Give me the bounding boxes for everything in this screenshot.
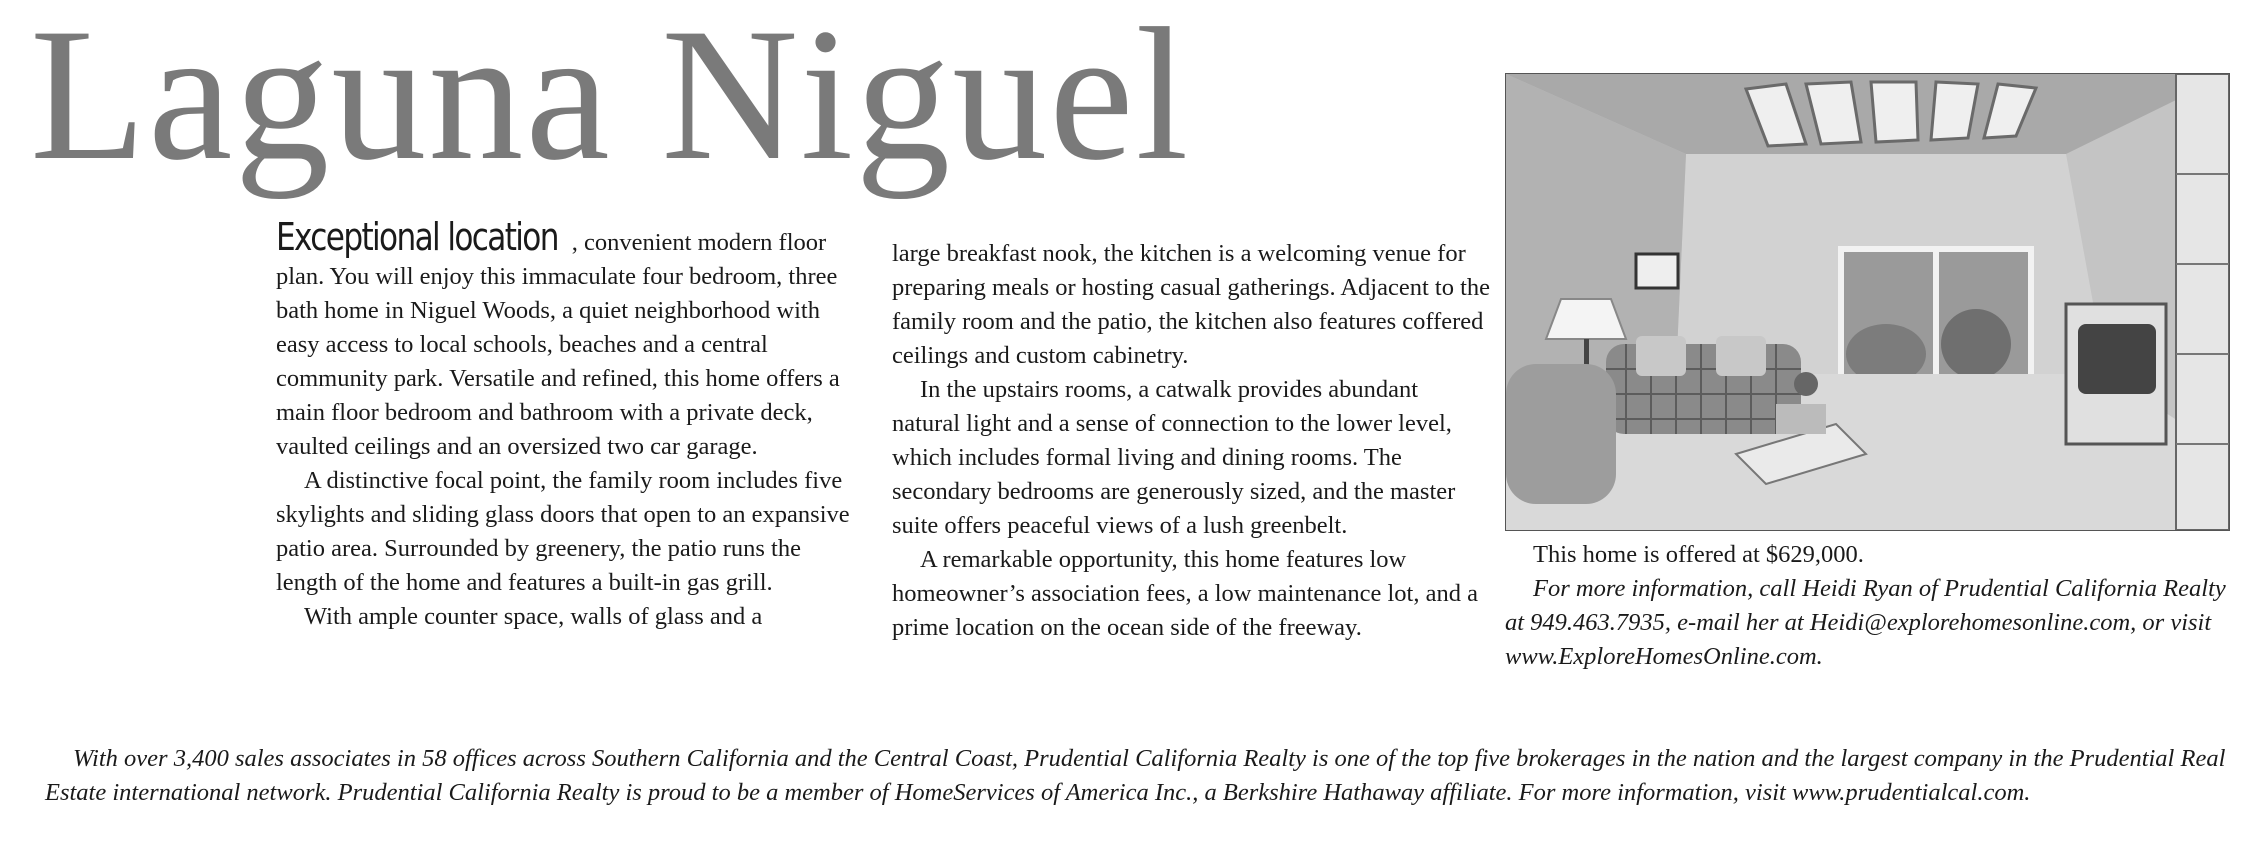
contact-sidebar: [1505, 538, 2235, 674]
paragraph-1-text: , convenient modern floor plan. You will enjoy this immaculate four bedroom, three bath home in Niguel Woods, a quiet neighborhood with easy access to local schools, beaches and a central community park. Versatile and refined, this home offers a main floor bedroom and bathroom with a private deck, vaulted ceilings and an oversized two car garage.: [276, 229, 840, 460]
price-text: This home is offered at $629,000.: [1533, 541, 1864, 568]
article-paragraph-5: A remarkable opportunity, this home features low homeowner’s association fees, a low maintenance lot, and a prime location on the ocean side of the freeway.: [892, 546, 1478, 641]
article-paragraph-3-start: With ample counter space, walls of glass and a: [304, 603, 763, 630]
article-column-1: [276, 215, 866, 634]
article-paragraph-1: [276, 215, 866, 464]
article-column-2: [892, 237, 1492, 645]
contact-text: For more information, call Heidi Ryan of Prudential California Realty at 949.463.7935, e-mail her at Heidi@explorehomesonline.com, or visit www.ExploreHomesOnline.com.: [1505, 575, 2226, 670]
article-paragraph-2: A distinctive focal point, the family room includes five skylights and sliding glass doors that open to an expansive patio area. Surrounded by greenery, the patio runs the length of the home and features a built-in gas grill.: [276, 467, 850, 596]
article-paragraph-3-cont: large breakfast nook, the kitchen is a welcoming venue for preparing meals or hosting casual gatherings. Adjacent to the family room and the patio, the kitchen also features coffered ceilings and custom cabinetry.: [892, 240, 1491, 369]
lead-in: Exceptional location: [276, 215, 558, 259]
article-paragraph-4: In the upstairs rooms, a catwalk provides abundant natural light and a sense of connection to the lower level, which includes formal living and dining rooms. The secondary bedrooms are generously sized, and the master suite offers peaceful views of a lush greenbelt.: [892, 376, 1456, 539]
family-room-photo: [1505, 73, 2230, 531]
page-title: Laguna Niguel: [30, 0, 1191, 200]
footer-blurb: With over 3,400 sales associates in 58 offices across Southern California and the Central Coast, Prudential California Realty is one of the top five brokerages in the nation and the largest company in the Prudential Real Estate international network. Prudential California Realty is proud to be a member of HomeServices of America Inc., a Berkshire Hathaway affiliate. For more information, visit www.prudentialcal.com.: [45, 745, 2226, 806]
